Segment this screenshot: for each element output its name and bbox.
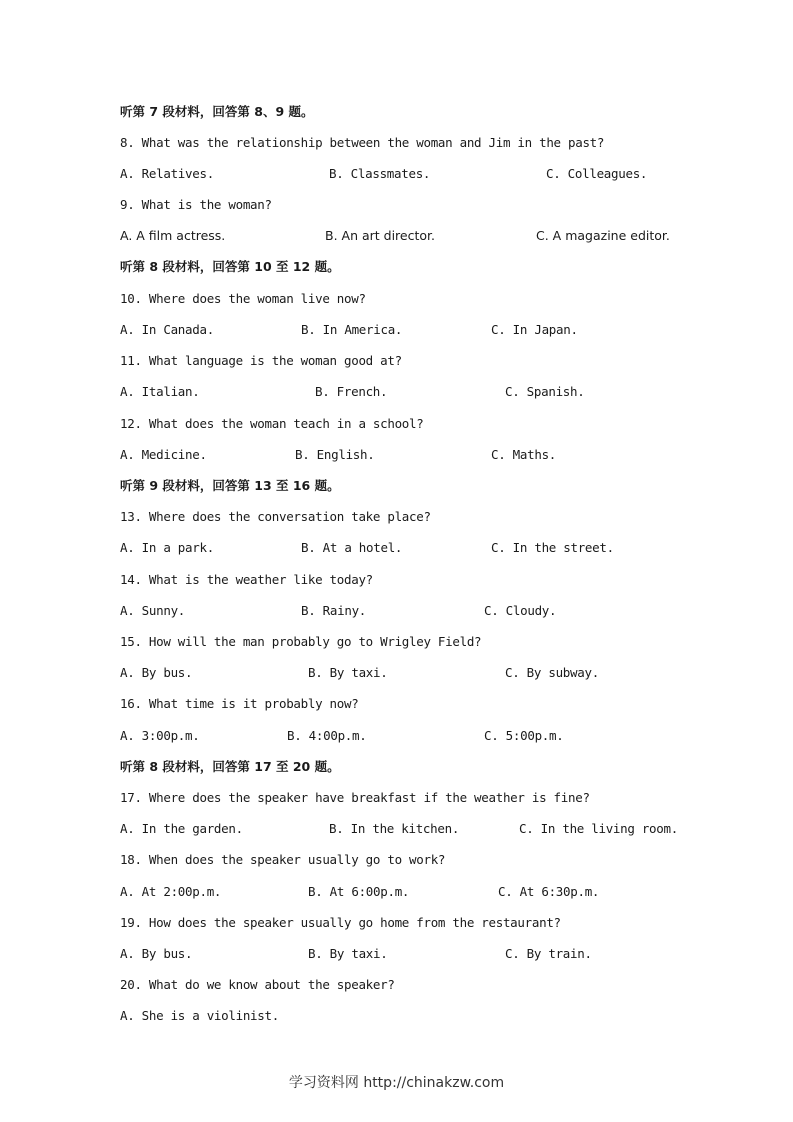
option-a: A. Medicine.: [120, 447, 207, 462]
option-a: A. Sunny.: [120, 603, 186, 618]
option-b: B. English.: [295, 447, 375, 462]
option-a: A. 3:00p.m.: [120, 728, 200, 743]
option-a: A. Italian.: [120, 384, 200, 399]
question-text: 13. Where does the conversation take place?: [120, 509, 431, 524]
option-c: C. Colleagues.: [546, 166, 648, 181]
option-b: B. Classmates.: [329, 166, 431, 181]
option-a: A. By bus.: [120, 665, 193, 680]
option-c: C. A magazine editor.: [536, 228, 670, 243]
question-text: 12. What does the woman teach in a school?: [120, 416, 424, 431]
option-b: B. By taxi.: [308, 665, 388, 680]
option-a: A. In the garden.: [120, 821, 243, 836]
question-text: 14. What is the weather like today?: [120, 572, 373, 587]
question-text: 19. How does the speaker usually go home from the restaurant?: [120, 915, 561, 930]
option-b: B. In America.: [301, 322, 403, 337]
option-b: B. Rainy.: [301, 603, 367, 618]
option-c: C. At 6:30p.m.: [498, 884, 600, 899]
option-b: B. In the kitchen.: [329, 821, 460, 836]
option-a: A. Relatives.: [120, 166, 214, 181]
option-c: C. In the living room.: [519, 821, 678, 836]
question-text: 15. How will the man probably go to Wrigley Field?: [120, 634, 482, 649]
option-c: C. Spanish.: [505, 384, 585, 399]
option-c: C. In the street.: [491, 540, 614, 555]
section-heading: 听第 7 段材料，回答第 8、9 题。: [120, 104, 314, 119]
question-text: 18. When does the speaker usually go to work?: [120, 852, 446, 867]
option-a: A. She is a violinist.: [120, 1008, 279, 1023]
option-b: B. By taxi.: [308, 946, 388, 961]
question-text: 17. Where does the speaker have breakfast if the weather is fine?: [120, 790, 590, 805]
question-text: 20. What do we know about the speaker?: [120, 977, 395, 992]
question-text: 8. What was the relationship between the woman and Jim in the past?: [120, 135, 605, 150]
section-heading: 听第 8 段材料，回答第 10 至 12 题。: [120, 259, 340, 274]
option-a: A. In a park.: [120, 540, 214, 555]
option-c: C. 5:00p.m.: [484, 728, 564, 743]
question-text: 16. What time is it probably now?: [120, 696, 359, 711]
option-a: A. A film actress.: [120, 228, 226, 243]
option-c: C. Cloudy.: [484, 603, 557, 618]
option-c: C. By subway.: [505, 665, 599, 680]
question-text: 9. What is the woman?: [120, 197, 272, 212]
option-b: B. An art director.: [325, 228, 435, 243]
option-c: C. In Japan.: [491, 322, 578, 337]
option-b: B. At a hotel.: [301, 540, 403, 555]
option-a: A. At 2:00p.m.: [120, 884, 222, 899]
section-heading: 听第 9 段材料，回答第 13 至 16 题。: [120, 478, 340, 493]
section-heading: 听第 8 段材料，回答第 17 至 20 题。: [120, 759, 340, 774]
question-text: 10. Where does the woman live now?: [120, 291, 366, 306]
option-a: A. By bus.: [120, 946, 193, 961]
option-b: B. French.: [315, 384, 388, 399]
option-c: C. By train.: [505, 946, 592, 961]
option-a: A. In Canada.: [120, 322, 214, 337]
question-text: 11. What language is the woman good at?: [120, 353, 402, 368]
option-c: C. Maths.: [491, 447, 557, 462]
option-b: B. 4:00p.m.: [287, 728, 367, 743]
option-b: B. At 6:00p.m.: [308, 884, 410, 899]
footer-watermark: 学习资料网 http://chinakzw.com: [288, 1075, 505, 1091]
